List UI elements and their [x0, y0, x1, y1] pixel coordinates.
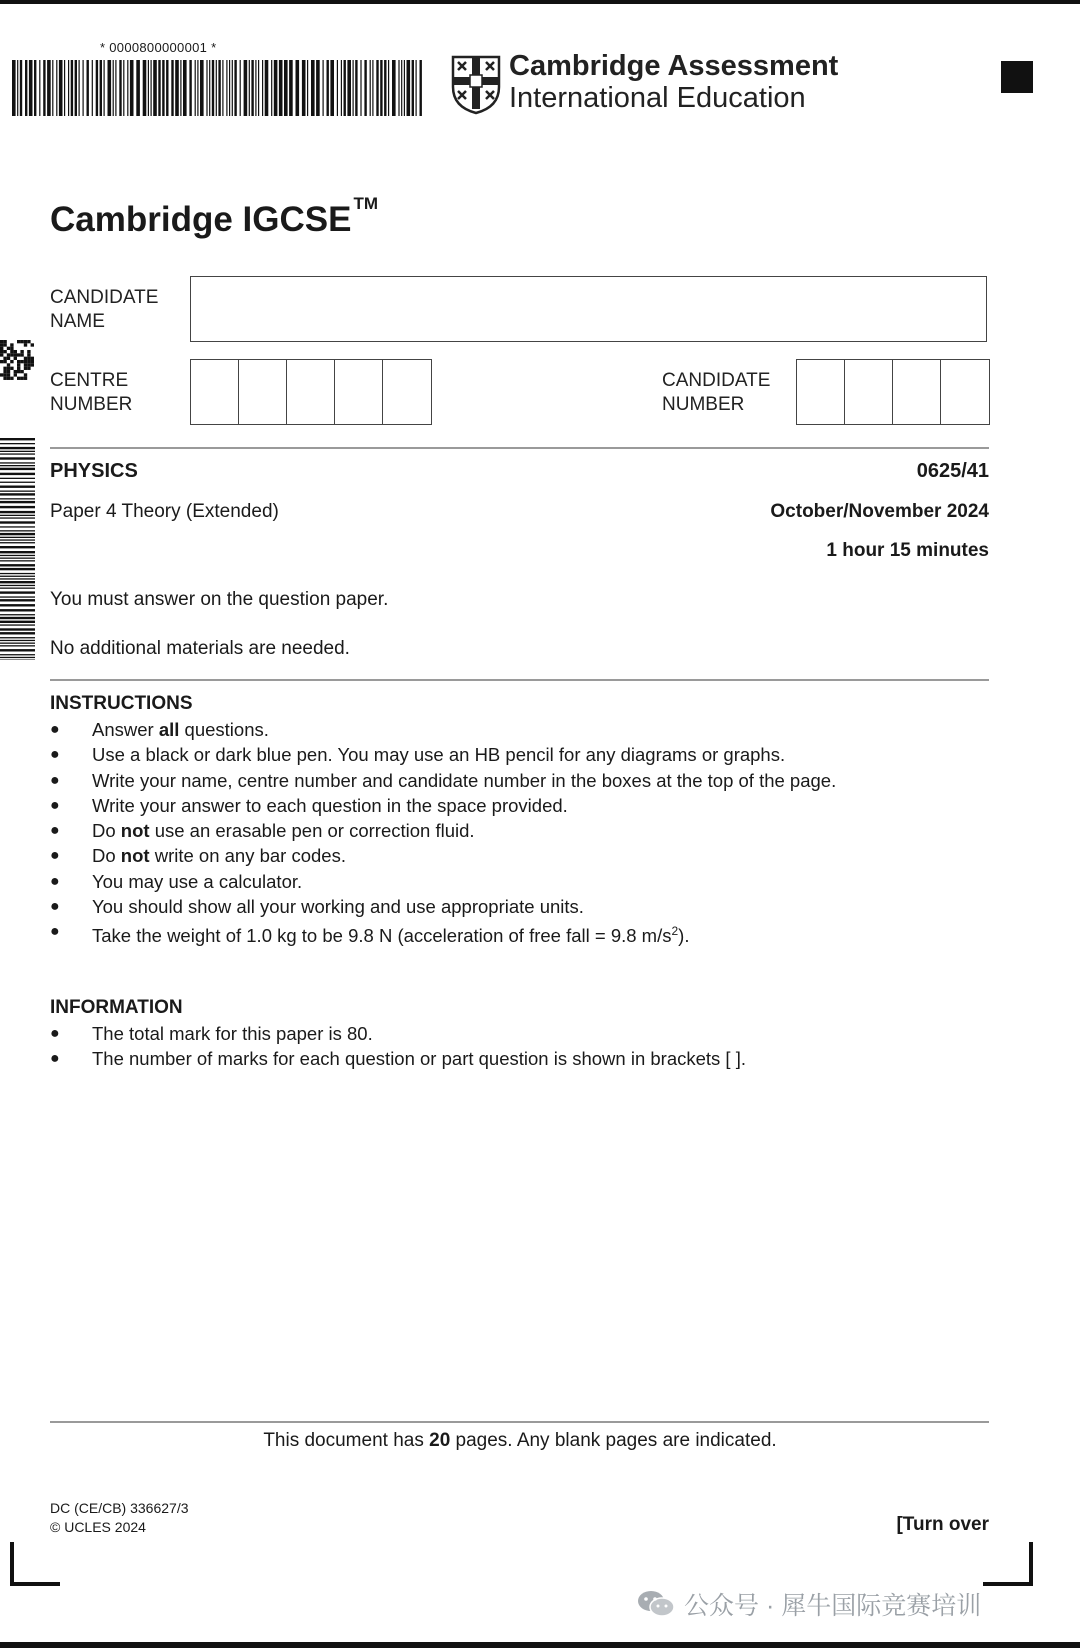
digit-box[interactable] [383, 360, 431, 424]
instruction-item [50, 919, 836, 947]
candidate-number-label: CANDIDATE NUMBER [662, 370, 771, 415]
digit-box[interactable] [191, 360, 239, 424]
exam-session: October/November 2024 [770, 501, 989, 522]
document-reference [50, 1499, 189, 1537]
information-list [50, 1021, 746, 1072]
subject: PHYSICS [50, 460, 138, 482]
bullet-icon: ● [50, 1025, 60, 1042]
watermark [636, 1586, 981, 1622]
instruction-text: questions. [179, 719, 269, 740]
bullet-icon: ● [50, 796, 60, 814]
information-heading: INFORMATION [50, 997, 183, 1018]
top-border [0, 0, 1080, 4]
logo-line-1: Cambridge Assessment [509, 50, 839, 82]
instruction-text: Answer [92, 719, 159, 740]
information-text: The number of marks for each question or part question is shown in brackets [ ]. [92, 1048, 746, 1070]
page-count: 20 [429, 1430, 451, 1451]
instruction-emphasis: not [120, 845, 150, 867]
materials-note: No additional materials are needed. [50, 638, 350, 659]
page-count-post: pages. Any blank pages are indicated. [450, 1430, 777, 1451]
instruction-item [50, 742, 836, 767]
instructions-list [50, 717, 836, 945]
title-main: Cambridge IGCSE [50, 200, 352, 239]
barcode [12, 60, 422, 116]
candidate-number-input[interactable] [796, 359, 990, 425]
page-count-note [0, 1430, 1040, 1452]
bullet-icon: ● [50, 847, 60, 865]
instruction-superscript: 2 [671, 924, 679, 939]
reference-code: DC (CE/CB) 336627/3 [50, 1500, 189, 1516]
instruction-emphasis: not [120, 820, 150, 842]
instruction-item [50, 818, 836, 843]
organization-logo-text [509, 50, 838, 114]
instruction-item [50, 717, 836, 742]
page-count-pre: This document has [263, 1430, 430, 1451]
bullet-icon: ● [50, 746, 60, 764]
turn-over-label: [Turn over [896, 1514, 989, 1535]
bullet-icon: ● [50, 898, 60, 916]
corner-mark-left [10, 1542, 60, 1586]
candidate-name-label: CANDIDATE NAME [50, 287, 159, 332]
instruction-text: use an erasable pen or correction fluid. [149, 820, 475, 842]
instruction-text: You may use a calculator. [92, 870, 303, 892]
instruction-text: Take the weight of 1.0 kg to be 9.8 N (acceleration of free fall = 9.8 m/s [92, 925, 672, 947]
digit-box[interactable] [893, 360, 941, 424]
instruction-text: Use a black or dark blue pen. You may use an HB pencil for any diagrams or graphs. [92, 744, 786, 766]
corner-mark-right [983, 1542, 1033, 1586]
centre-number-label: CENTRE NUMBER [50, 370, 133, 415]
divider [50, 679, 989, 681]
answer-note: You must answer on the question paper. [50, 589, 389, 610]
digit-box[interactable] [941, 360, 989, 424]
syllabus-code: 0625/41 [916, 460, 989, 482]
qualification-title [50, 194, 378, 240]
exam-duration: 1 hour 15 minutes [826, 540, 989, 561]
centre-number-input[interactable] [190, 359, 432, 425]
digit-box[interactable] [239, 360, 287, 424]
qr-code [0, 340, 34, 380]
divider [50, 447, 989, 449]
information-text: The total mark for this paper is 80. [92, 1023, 373, 1044]
barcode-number: * 0000800000001 * [100, 40, 217, 55]
instruction-emphasis: all [158, 719, 180, 740]
instruction-text: Do [92, 845, 121, 867]
information-item [50, 1046, 746, 1071]
digit-box[interactable] [845, 360, 893, 424]
watermark-text: 公众号 · 犀牛国际竞赛培训 [684, 1592, 982, 1620]
candidate-name-input[interactable] [190, 276, 987, 342]
bullet-icon: ● [50, 872, 60, 890]
instructions-heading: INSTRUCTIONS [50, 693, 193, 714]
copyright: © UCLES 2024 [50, 1519, 146, 1535]
title-trademark: TM [353, 194, 378, 213]
wechat-icon [636, 1589, 676, 1619]
paper-title: Paper 4 Theory (Extended) [50, 501, 279, 522]
instruction-text: Write your answer to each question in the space provided. [92, 794, 568, 816]
bullet-icon: ● [50, 1050, 60, 1068]
instruction-text: Do [92, 820, 121, 842]
information-item [50, 1021, 746, 1046]
digit-box[interactable] [287, 360, 335, 424]
instruction-text: ). [678, 925, 690, 947]
bullet-icon: ● [50, 822, 60, 840]
instruction-item [50, 869, 836, 894]
instruction-text: write on any bar codes. [149, 845, 346, 867]
bottom-border [0, 1642, 1080, 1648]
footer-divider [50, 1421, 989, 1423]
digit-box[interactable] [335, 360, 383, 424]
logo-line-2: International Education [509, 82, 806, 114]
instruction-item [50, 793, 836, 818]
instruction-item [50, 843, 836, 868]
bullet-icon: ● [50, 771, 60, 789]
instruction-item [50, 768, 836, 793]
bullet-icon: ● [50, 923, 60, 941]
instruction-text: Write your name, centre number and candidate number in the boxes at the top of the page. [92, 769, 837, 791]
instruction-text: You should show all your working and use appropriate units. [92, 896, 584, 918]
digit-box[interactable] [797, 360, 845, 424]
side-barcode [0, 438, 35, 660]
cambridge-shield-logo [451, 55, 501, 115]
bullet-icon: ● [50, 721, 60, 738]
instruction-item [50, 894, 836, 919]
registration-mark [1001, 61, 1033, 93]
